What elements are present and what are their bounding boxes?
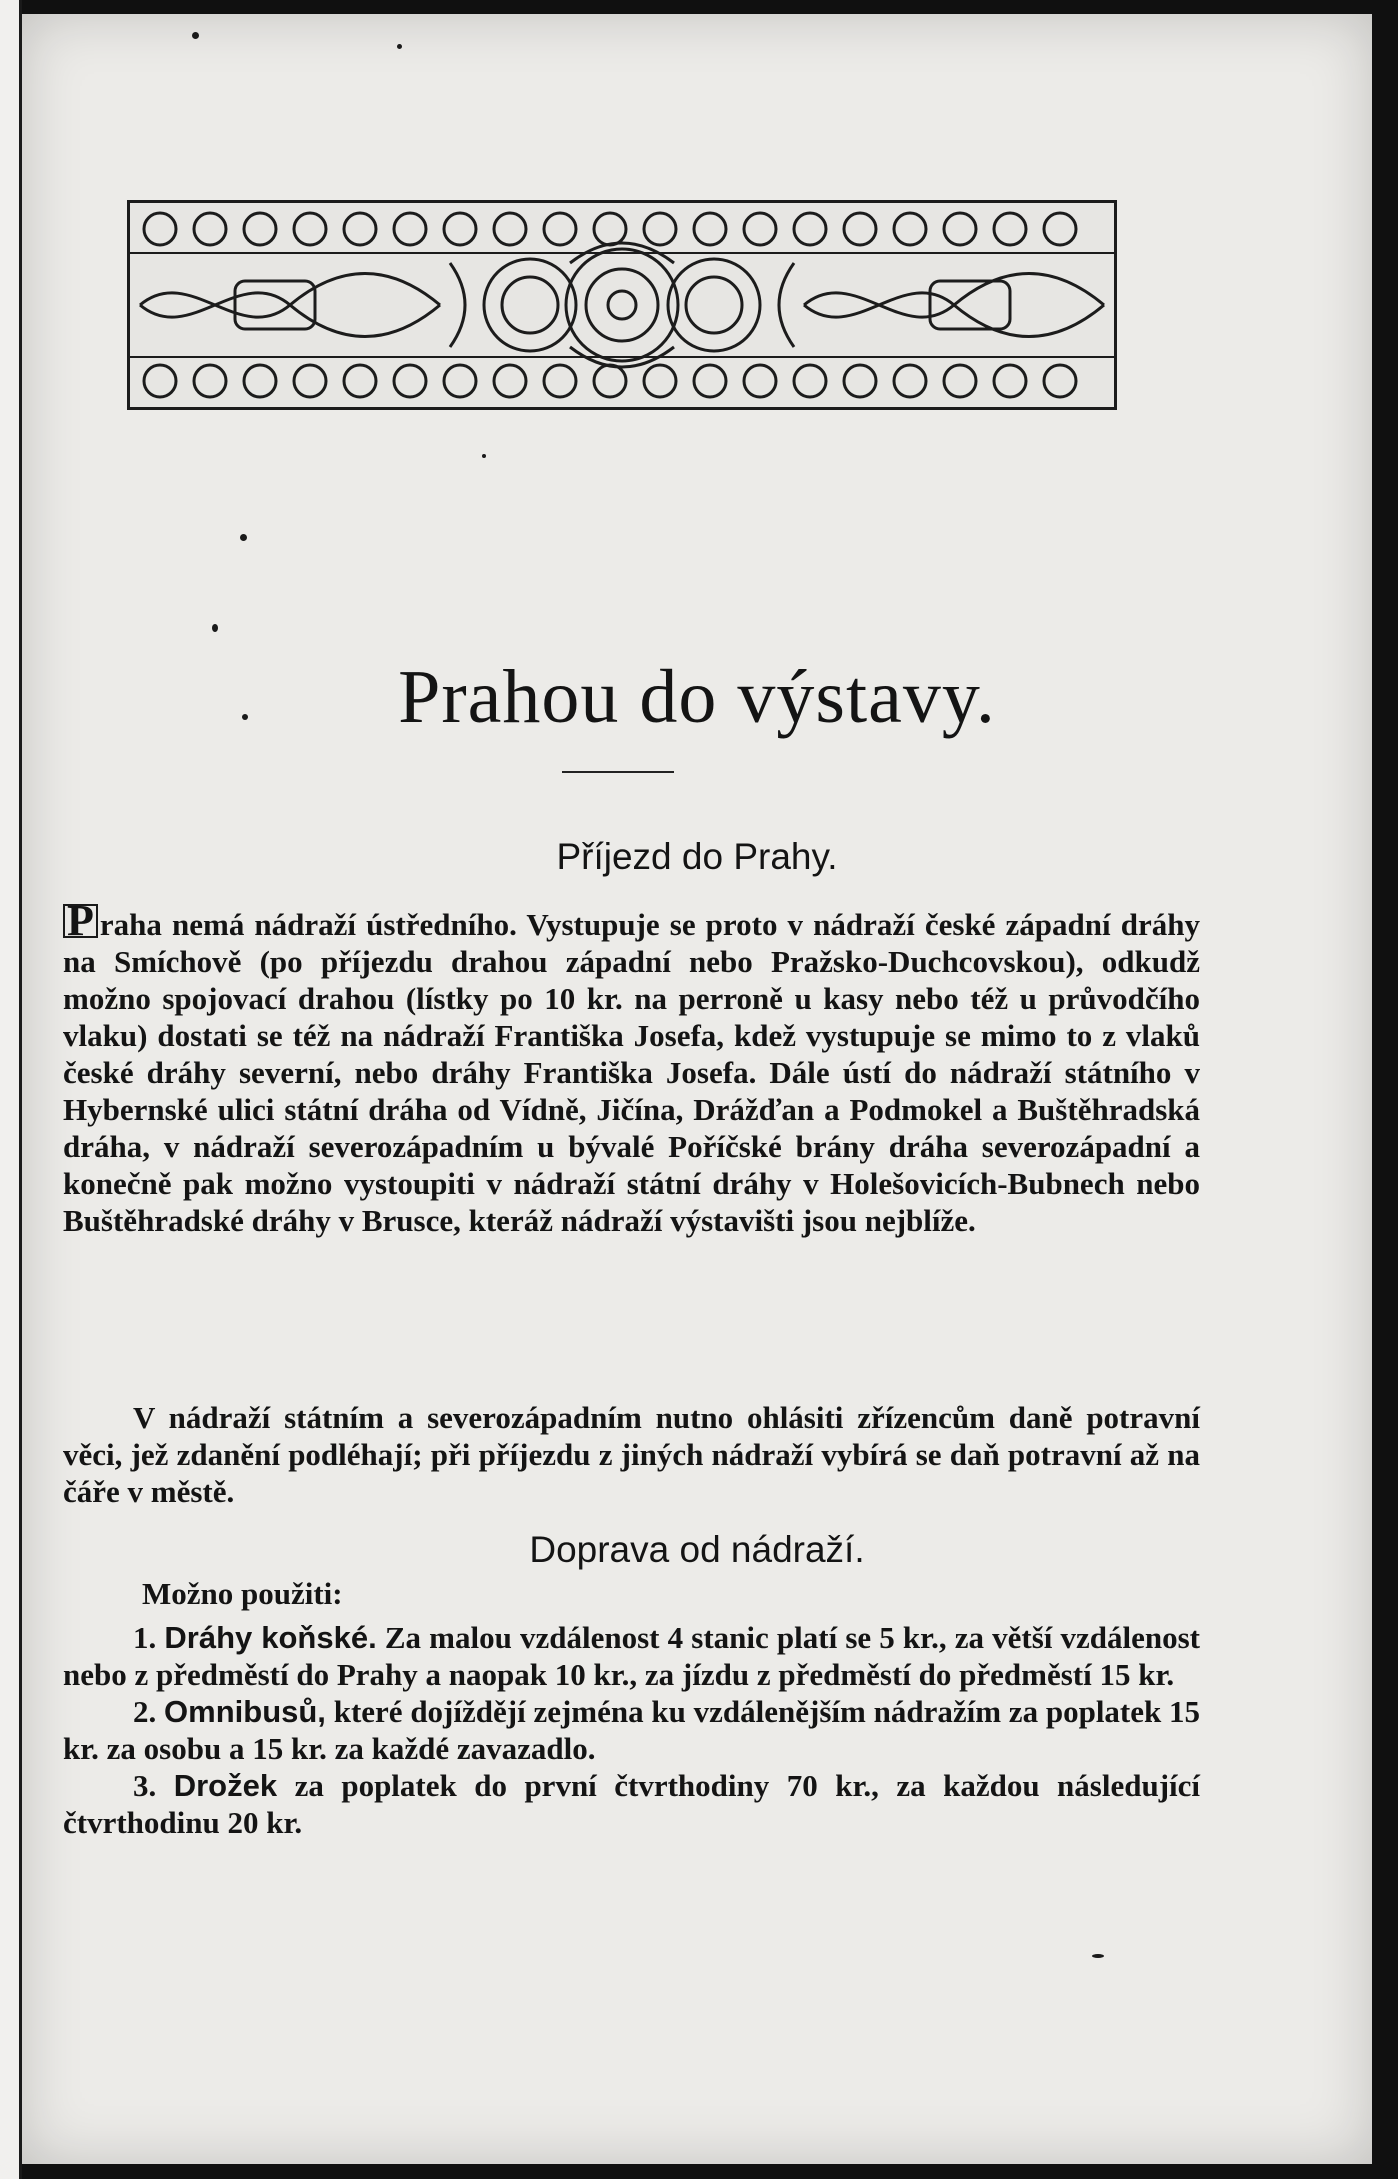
ornamental-header-band bbox=[127, 200, 1117, 410]
tax-text: V nádraží státním a severozápadním nutno ohlásiti zřízencům daně potravní věci, jež zdanění podléhají; při příjezdu z jiných nádraží vybírá se daň potravní až na čáře v městě. bbox=[63, 1400, 1200, 1509]
item-head: Omnibusů, bbox=[164, 1694, 326, 1729]
print-speck bbox=[482, 454, 486, 458]
arrival-paragraph bbox=[63, 896, 1200, 1239]
item-text: Za malou vzdálenost 4 stanic platí se 5 kr., za větší vzdálenost nebo z předměstí do Prahy a naopak 10 kr., za jízdu z předměstí do předměstí 15 kr. bbox=[63, 1620, 1201, 1692]
list-item bbox=[63, 1619, 1200, 1693]
page-left-edge bbox=[0, 0, 22, 2179]
tax-paragraph bbox=[63, 1399, 1200, 1510]
print-speck bbox=[1092, 1954, 1104, 1958]
book-page bbox=[22, 14, 1372, 2164]
list-item bbox=[63, 1693, 1200, 1767]
item-text: za poplatek do první čtvrthodiny 70 kr., za každou následující čtvrthodinu 20 kr. bbox=[63, 1768, 1201, 1840]
drop-cap: P bbox=[63, 904, 98, 938]
page-title: Prahou do výstavy. bbox=[398, 655, 996, 739]
title-divider bbox=[562, 771, 674, 773]
section-heading-arrival: Příjezd do Prahy. bbox=[556, 836, 838, 877]
item-number: 1. bbox=[133, 1620, 157, 1655]
print-speck bbox=[212, 624, 218, 632]
item-text: které dojíždějí zejména ku vzdálenějším nádražím za poplatek 15 kr. za osobu a 15 kr. za každé zavazadlo. bbox=[63, 1694, 1201, 1766]
print-speck bbox=[192, 32, 199, 39]
ornament-pattern-icon bbox=[130, 203, 1114, 407]
item-head: Drožek bbox=[173, 1768, 278, 1803]
print-speck bbox=[242, 714, 248, 720]
section-heading-transport: Doprava od nádraží. bbox=[529, 1529, 865, 1570]
item-number: 2. bbox=[133, 1694, 157, 1729]
transport-list bbox=[63, 1619, 1200, 1841]
list-item bbox=[63, 1767, 1200, 1841]
print-speck bbox=[397, 44, 402, 49]
print-speck bbox=[240, 534, 247, 541]
item-head: Dráhy koňské. bbox=[164, 1620, 377, 1655]
transport-lead: Možno použiti: bbox=[142, 1576, 343, 1611]
item-number: 3. bbox=[133, 1768, 157, 1803]
arrival-text: raha nemá nádraží ústředního. Vystupuje se proto v nádraží české západní dráhy na Smíchově (po příjezdu drahou západní nebo Pražsko-Duchcovskou), odkudž možno spojovací drahou (lístky po 10 kr. na perroně u kasy nebo též u průvodčího vlaku) dostati se též na nádraží Františka Josefa, kdež vystupuje se mimo to z vlaků české dráhy severní, nebo dráhy Františka Josefa. Dále ústí do nádraží státního v Hybernské ulici státní dráha od Vídně, Jičína, Drážďan a Podmokel a Buštěhradská dráha, v nádraží severozápadním u bývalé Poříčské brány dráha severozápadní a konečně pak možno vystoupiti v nádraží státní dráhy v Holešovicích-Bubnech nebo Buštěhradské dráhy v Brusce, kteráž nádraží výstavišti jsou nejblíže. bbox=[63, 907, 1200, 1238]
